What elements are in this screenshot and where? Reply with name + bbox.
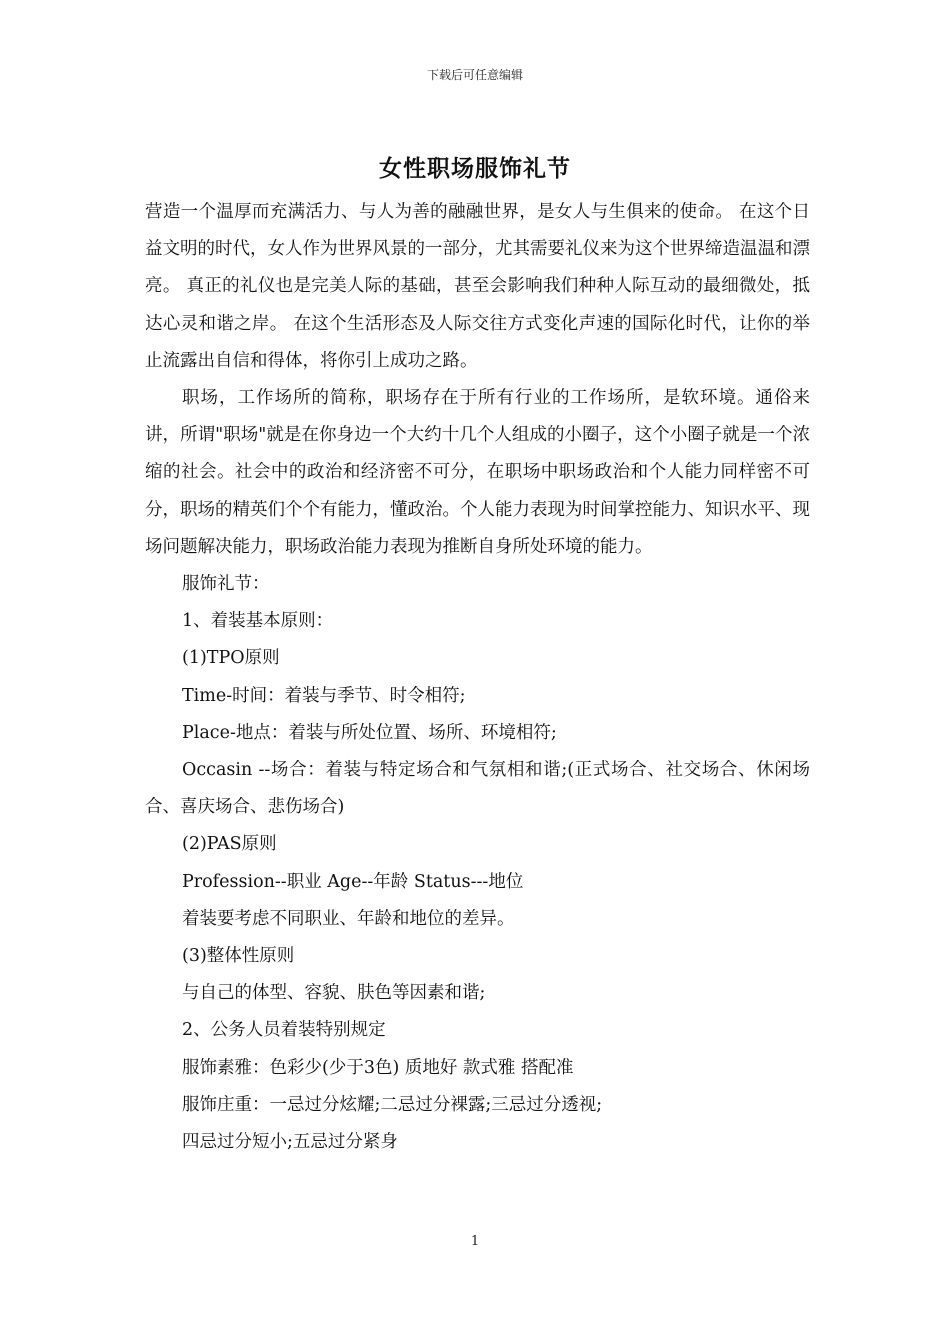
- page-number: 1: [470, 1234, 480, 1249]
- paragraph-civil-servant-rules: 2、公务人员着装特别规定: [182, 1020, 386, 1041]
- paragraph-simple-elegant: 服饰素雅：色彩少(少于3色) 质地好 款式雅 搭配准: [182, 1057, 574, 1078]
- paragraph-dignified: 服饰庄重：一忌过分炫耀;二忌过分裸露;三忌过分透视;: [182, 1094, 603, 1115]
- document-body: [145, 194, 810, 1161]
- paragraph-tpo-principle: (1)TPO原则: [182, 648, 280, 669]
- paragraph-whole-principle: (3)整体性原则: [182, 946, 295, 967]
- paragraph-workplace: 职场，工作场所的简称，职场存在于所有行业的工作场所，是软环境。通俗来讲，所谓"职场"就是在你身边一个大约十几个人组成的小圈子，这个小圈子就是一个浓缩的社会。社会中的政治和经济密不可分，在职场中职场政治和个人能力同样密不可分，职场的精英们个个有能力，懂政治。个人能力表现为时间掌控能力、知识水平、现场问题解决能力，职场政治能力表现为推断自身所处环境的能力。: [145, 388, 810, 557]
- paragraph-pas-items: Profession--职业 Age--年龄 Status---地位: [182, 871, 524, 892]
- paragraph-dress-etiquette: 服饰礼节：: [182, 574, 270, 595]
- paragraph-time: Time-时间：着装与季节、时令相符;: [182, 685, 466, 706]
- paragraph-intro: 营造一个温厚而充满活力、与人为善的融融世界，是女人与生俱来的使命。 在这个日益文明的时代，女人作为世界风景的一部分，尤其需要礼仪来为这个世界缔造温温和漂亮。 真正的礼仪也是完美人际的基础，甚至会影响我们种种人际互动的最细微处，抵达心灵和谐之岸。 在这个生活形态及人际交往方式变化声速的国际化时代，让你的举止流露出自信和得体，将你引上成功之路。: [145, 202, 810, 371]
- paragraph-dignified-cont: 四忌过分短小;五忌过分紧身: [182, 1132, 398, 1153]
- header-note: 下载后可任意编辑: [426, 68, 523, 82]
- paragraph-basic-principles: 1、着装基本原则：: [182, 611, 334, 632]
- paragraph-pas-note: 着装要考虑不同职业、年龄和地位的差异。: [182, 908, 515, 929]
- paragraph-whole-note: 与自己的体型、容貌、肤色等因素和谐;: [182, 983, 486, 1004]
- paragraph-pas-principle: (2)PAS原则: [182, 834, 277, 855]
- paragraph-place: Place-地点：着装与所处位置、场所、环境相符;: [182, 722, 557, 743]
- paragraph-occasion: Occasin --场合：着装与特定场合和气氛相和谐;(正式场合、社交场合、休闲场合、喜庆场合、悲伤场合): [145, 760, 810, 818]
- document-title: 女性职场服饰礼节: [379, 155, 571, 182]
